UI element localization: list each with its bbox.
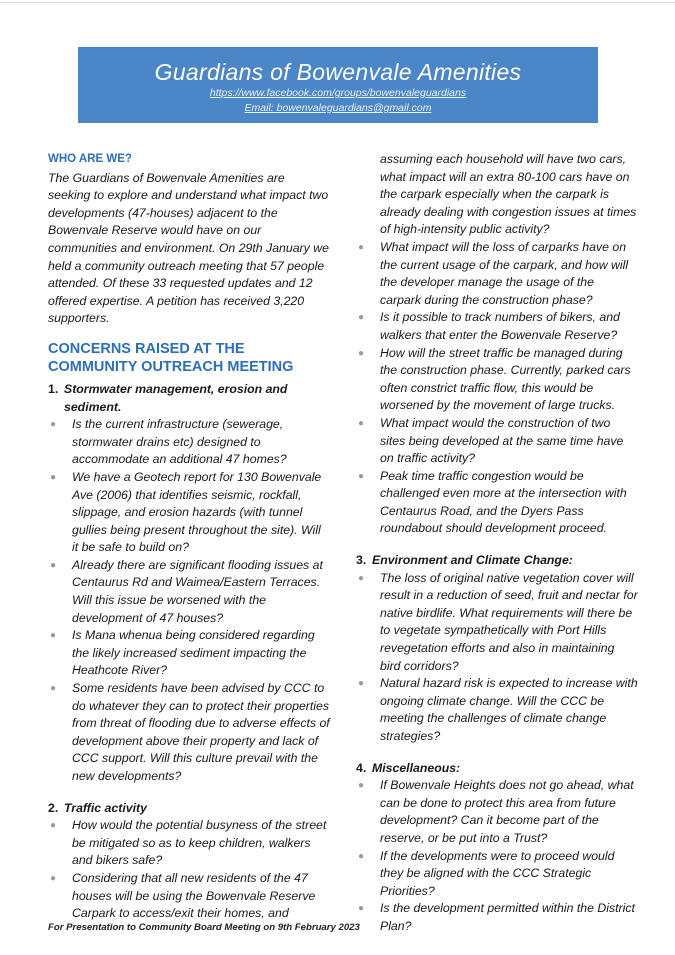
list-item: ● How would the potential busyness of the street be mitigated so as to keep children, walkers and bikers safe? [50,818,327,868]
spacer [48,786,330,800]
left-column [48,151,330,923]
section-number: 1. [48,381,59,396]
list-item: ● If the developments were to proceed would they be aligned with the CCC Strategic Priorities? [358,848,615,898]
section-title: Traffic activity [64,800,147,815]
section-number: 4. [356,760,367,775]
miscellaneous-list [356,777,638,935]
bullet-icon: ● [50,471,57,483]
list-item: ● How will the street traffic be managed during the construction phase. Currently, parked cars often constrict traffic flow, this would be worsened by the movement of large trucks. [358,345,631,413]
list-item: ● Already there are significant flooding issues at Centaurus Rd and Waimea/Eastern Terraces. Will this issue be worsened with the development of 47 houses? [50,557,323,625]
list-item: ● Peak time traffic congestion would be challenged even more at the intersection with Centaurus Road, and the Dyers Pass roundabout should development proceed. [358,468,627,536]
section-heading-traffic [48,800,330,818]
section-heading-stormwater [48,381,330,416]
list-item: ● Is Mana whenua being considered regarding the likely increased sediment impacting the Heathcote River? [50,628,315,678]
facebook-link[interactable]: https://www.facebook.com/groups/bowenvaleguardians [209,87,467,99]
section-title: Stormwater management, erosion and sediment. [64,381,288,414]
bullet-icon: ● [50,630,57,642]
bullet-icon: ● [358,470,365,482]
bullet-icon: ● [50,419,57,431]
list-item: ● Is the current infrastructure (sewerage, stormwater drains etc) designed to accommodate an additional 47 homes? [50,417,287,467]
environment-list [356,570,638,746]
bullet-icon: ● [358,572,365,584]
page-title: Guardians of Bowenvale Amenities [154,59,522,85]
bullet-icon: ● [358,347,365,359]
section-heading-environment [356,552,638,570]
section-number: 2. [48,800,59,815]
spacer [356,538,638,552]
spacer [356,746,638,760]
email-link[interactable]: Email: bowenvaleguardians@gmail.com [244,102,432,114]
who-heading: WHO ARE WE? [48,153,132,165]
bullet-icon: ● [358,241,365,253]
bullet-icon: ● [50,683,57,695]
section-number: 3. [356,553,367,568]
list-item: ● We have a Geotech report for 130 Bowenvale Ave (2006) that identifies seismic, rockfall, slippage, and erosion hazards (with tunnel gullies being present throughout the site). Will it be safe to build on? [50,469,322,555]
bullet-icon: ● [358,780,365,792]
who-body: The Guardians of Bowenvale Amenities are seeking to explore and understand what impact two developments (47-houses) adjacent to the Bowenvale Reserve would have on our communities and environment. On 29th January we held a community outreach meeting that 57 people attended. Of these 33 requested updates and 12 offered expertise. A petition has received 3,220 supporters. [48,170,329,326]
list-item: ● Considering that all new residents of the 47 houses will be using the Bowenvale Reserve Carpark to access/exit their homes, and [50,870,316,921]
list-item: ● Is it possible to track numbers of bikers, and walkers that enter the Bowenvale Reserve? [358,310,620,342]
list-item: ● Is the development permitted within the District Plan? [358,901,635,933]
section-heading-miscellaneous [356,760,638,778]
header-banner [78,47,598,123]
footer-note: For Presentation to Community Board Meeting on 9th February 2023 [48,922,360,933]
list-item: ● The loss of original native vegetation cover will result in a reduction of seed, fruit and nectar for native birdlife. What requirements will there be to vegetate sympathetically with Port Hills revegetation efforts and also in maintaining bird corridors? [358,570,638,673]
bullet-icon: ● [358,903,365,915]
section-title: Environment and Climate Change: [372,553,573,568]
bullet-icon: ● [358,417,365,429]
list-item: ● Some residents have been advised by CCC to do whatever they can to protect their properties from threat of flooding due to adverse effects of development above their property and lack of CCC support. Will this culture prevail with the new developments? [50,681,330,783]
list-item-continued: assuming each household will have two cars, what impact will an extra 80-100 cars have on the carpark especially when the carpark is already dealing with congestion issues at times of high-intensity public activity? [380,152,637,237]
traffic-list-left [48,817,330,923]
bullet-icon: ● [358,850,365,862]
list-item: ● If Bowenvale Heights does not go ahead, what can be done to protect this area from future development? Can it become part of the reserve, or be put into a Trust? [358,778,634,845]
bullet-icon: ● [50,559,57,571]
list-item: ● Natural hazard risk is expected to increase with ongoing climate change. Will the CCC be meeting the challenges of climate change strategies? [358,676,638,743]
concerns-heading: CONCERNS RAISED AT THE COMMUNITY OUTREACH MEETING [48,340,294,375]
bullet-icon: ● [50,820,57,832]
top-rule [0,2,675,3]
list-item: ● What impact would the construction of two sites being developed at the same time have on traffic activity? [358,415,624,466]
stormwater-list [48,416,330,785]
traffic-list-right [356,151,638,538]
bullet-icon: ● [358,678,365,690]
section-title: Miscellaneous: [372,760,461,775]
bullet-icon: ● [358,312,365,324]
bullet-icon: ● [50,872,57,884]
list-item: ● What impact will the loss of carparks have on the current usage of the carpark, and how will the developer manage the usage of the carpark during the construction phase? [358,239,629,307]
right-column [356,151,638,936]
